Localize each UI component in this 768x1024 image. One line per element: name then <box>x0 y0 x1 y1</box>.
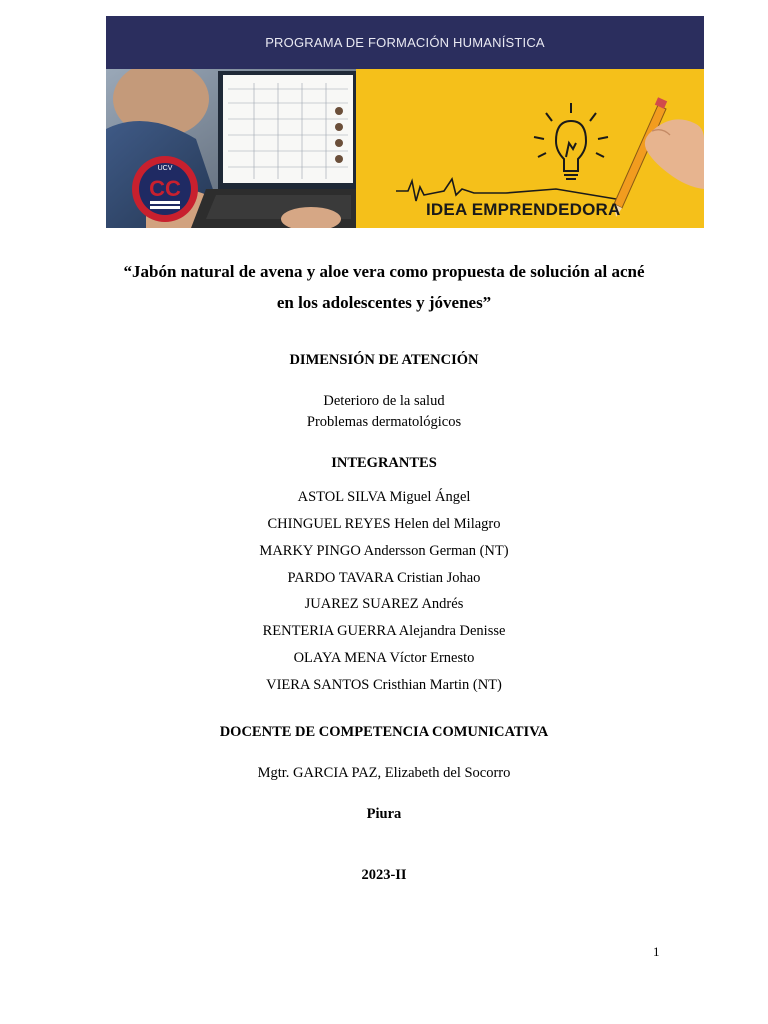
member-name: ASTOL SILVA Miguel Ángel <box>297 489 471 505</box>
page-number: 1 <box>653 944 660 959</box>
member-name: OLAYA MENA Víctor Ernesto <box>293 650 475 666</box>
ucv-logo <box>130 154 200 224</box>
term: 2023-II <box>361 867 407 883</box>
header-banner <box>106 16 704 228</box>
dimension-item: Deterioro de la salud <box>323 393 445 409</box>
members-heading: INTEGRANTES <box>331 455 437 471</box>
member-name: MARKY PINGO Andersson German (NT) <box>259 543 509 559</box>
title-line-2: en los adolescentes y jóvenes” <box>276 293 492 312</box>
svg-text:CC: CC <box>149 176 181 201</box>
member-name: JUAREZ SUAREZ Andrés <box>304 596 464 612</box>
dimension-item: Problemas dermatológicos <box>306 414 462 430</box>
teacher-name: Mgtr. GARCIA PAZ, Elizabeth del Socorro <box>257 765 511 781</box>
idea-label: IDEA EMPRENDEDORA <box>426 200 621 219</box>
member-name: RENTERIA GUERRA Alejandra Denisse <box>262 623 506 639</box>
teacher-heading: DOCENTE DE COMPETENCIA COMUNICATIVA <box>219 724 549 740</box>
member-name: CHINGUEL REYES Helen del Milagro <box>267 516 501 532</box>
logo-text: UCV <box>157 165 173 172</box>
program-title-bar <box>106 16 704 69</box>
member-name: VIERA SANTOS Cristhian Martin (NT) <box>266 677 502 693</box>
member-name: PARDO TAVARA Cristian Johao <box>287 570 481 586</box>
dimension-heading: DIMENSIÓN DE ATENCIÓN <box>289 352 479 368</box>
city: Piura <box>366 806 402 822</box>
title-line-1: “Jabón natural de avena y aloe vera como propuesta de solución al acné <box>123 262 645 281</box>
program-title: PROGRAMA DE FORMACIÓN HUMANÍSTICA <box>265 35 545 50</box>
document-title <box>100 256 668 318</box>
